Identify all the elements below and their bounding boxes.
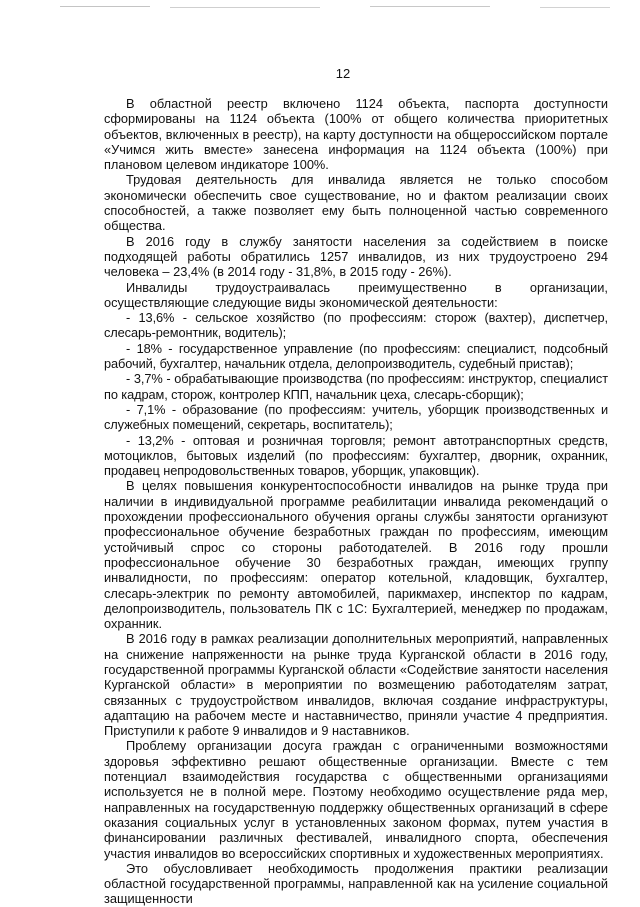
list-item: - 13,6% - сельское хозяйство (по профессиям: сторож (вахтер), диспетчер, слесарь-ремонтник, водитель);: [104, 310, 608, 341]
body-text: [104, 96, 608, 907]
list-item: - 7,1% - образование (по профессиям: учитель, уборщик производственных и служебных помещений, секретарь, воспитатель);: [104, 401, 608, 433]
paragraph: Это обусловливает необходимость продолжения практики реализации областной государственной программы, направленной как на усиление социальной защищенности: [104, 860, 608, 907]
scan-artifact: [370, 6, 490, 7]
paragraph: В областной реестр включено 1124 объекта, паспорта доступности сформированы на 1124 объекта (100% от общего количества приоритетных объектов, включенных в реестр), на карту доступности на общероссийском портале «Учимся жить вместе» занесена информация на 1124 объекта (100%) при плановом целевом индикаторе 100%.: [104, 96, 608, 173]
paragraph: Инвалиды трудоустраивалась преимущественно в организации, осуществляющие следующие виды экономической деятельности:: [104, 279, 608, 310]
list-item: - 3,7% - обрабатывающие производства (по профессиям: инструктор, специалист по кадрам, сторож, контролер КПП, начальник цеха, слесарь-сборщик);: [104, 371, 608, 402]
paragraph: В 2016 году в рамках реализации дополнительных мероприятий, направленных на снижение напряженности на рынке труда Курганской области в 2016 году, государственной программы Курганской области «Содействие занятости населения Курганской области» в мероприятии по возмещению работодателям затрат, связанных с трудоустройством инвалидов, включая создание инфраструктуры, адаптацию на рабочем месте и наставничество, приняли участие 4 предприятия. Приступили к работе 9 инвалидов и 9 наставников.: [104, 631, 608, 739]
paragraph: В 2016 году в службу занятости населения за содействием в поиске подходящей работы обратились 1257 инвалидов, из них трудоустроено 294 человека – 23,4% (в 2014 году - 31,8%, в 2015 году - 26%).: [104, 233, 608, 280]
scan-artifact: [60, 6, 150, 7]
scan-artifact: [540, 7, 610, 8]
paragraph: Трудовая деятельность для инвалида является не только способом экономически обеспечить свое существование, но и фактом реализации своих способностей, а также позволяет ему быть полноценной частью современного общества.: [104, 172, 608, 234]
page-number: 12: [335, 66, 351, 81]
paragraph: В целях повышения конкурентоспособности инвалидов на рынке труда при наличии в индивидуальной программе реабилитации инвалида рекомендаций о прохождении профессионального обучения органы службы занятости организуют профессиональное обучение безработных граждан по профессиям, имеющим устойчивый спрос со стороны работодателей. В 2016 году прошли профессиональное обучение 30 безработных граждан, имеющих группу инвалидности, по профессиям: оператор котельной, кладовщик, бухгалтер, слесарь-электрик по ремонту автомобилей, парикмахер, инспектор по кадрам, делопроизводитель, пользователь ПК с 1С: Бухгалтерией, менеджер по продажам, охранник.: [104, 478, 608, 632]
list-item: - 13,2% - оптовая и розничная торговля; ремонт автотранспортных средств, мотоциклов, бытовых изделий (по профессиям: бухгалтер, дворник, охранник, продавец непродовольственных товаров, уборщик, упаковщик).: [104, 432, 608, 479]
scan-artifact: [170, 7, 320, 8]
paragraph: Проблему организации досуга граждан с ограниченными возможностями здоровья эффективно решают общественные организации. Вместе с тем потенциал взаимодействия государства с общественными организациями используется не в полной мере. Поэтому необходимо осуществление ряда мер, направленных на государственную поддержку общественных организаций в сфере оказания социальных услуг в установленных законом формах, путем участия в финансировании различных фестивалей, инвалидного спорта, обеспечения участия инвалидов во всероссийских спортивных и художественных мероприятиях.: [104, 738, 608, 861]
list-item: - 18% - государственное управление (по профессиям: специалист, подсобный рабочий, бухгалтер, начальник отдела, делопроизводитель, судебный пристав);: [104, 340, 608, 372]
